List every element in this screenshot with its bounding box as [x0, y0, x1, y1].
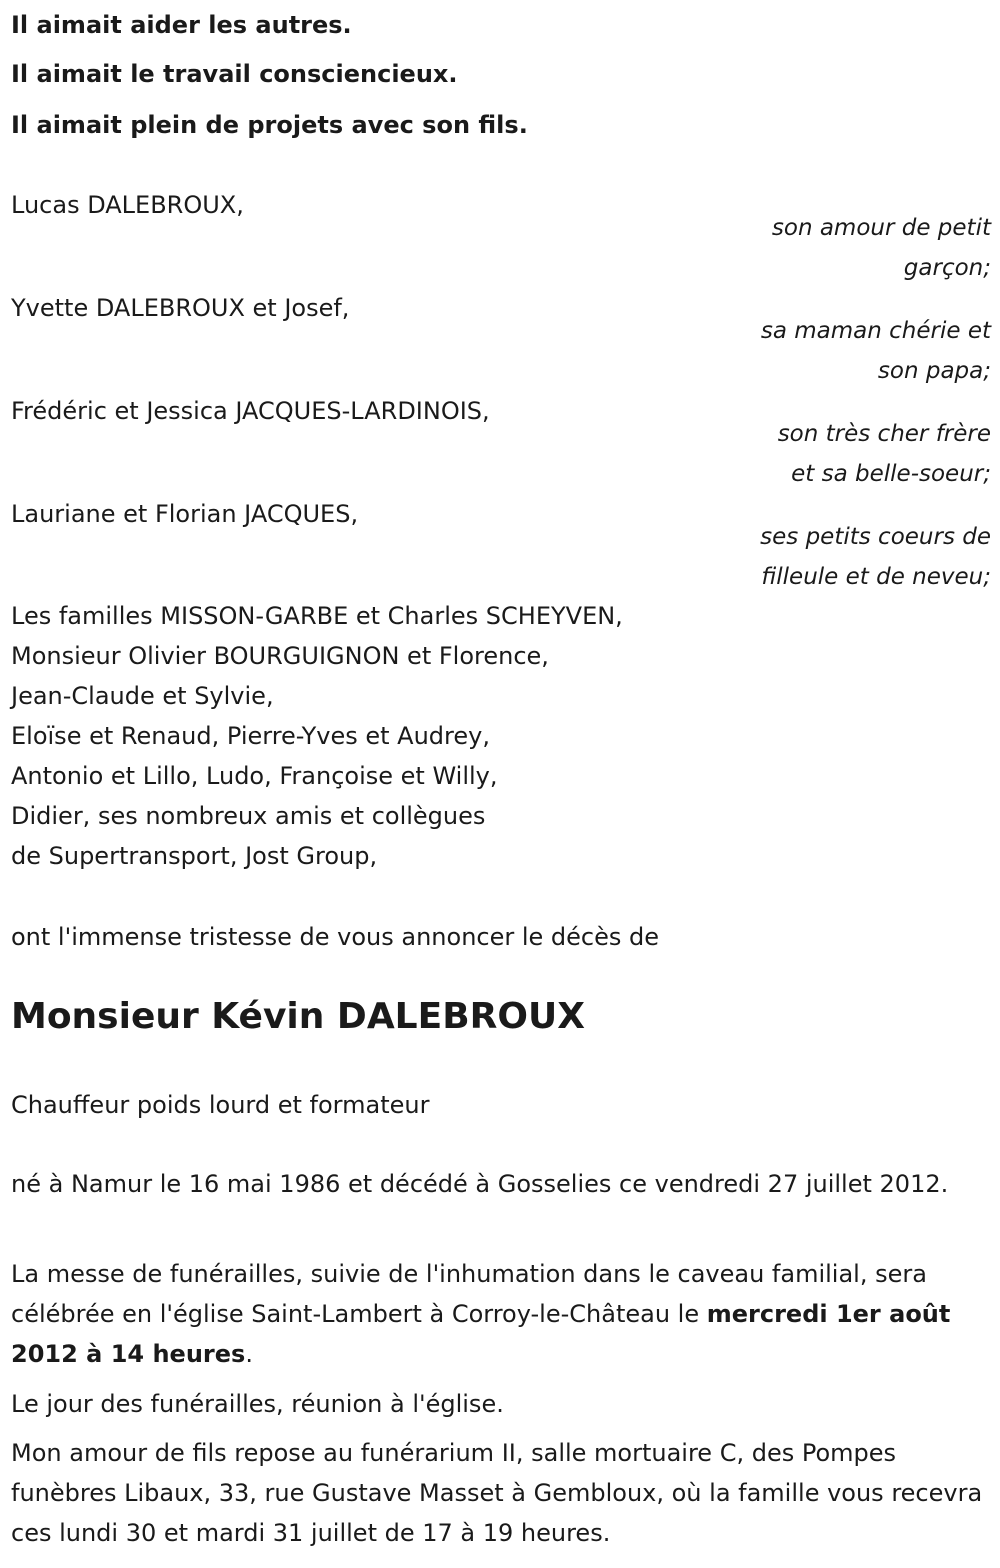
family-member-name: Frédéric et Jessica JACQUES-LARDINOIS, [11, 397, 490, 425]
intro-line-2: Il aimait le travail consciencieux. [11, 60, 458, 88]
others-line: Les familles MISSON-GARBE et Charles SCHEYVEN, [11, 602, 623, 630]
family-member-relation: ses petits coeurs de filleule et de neveu; [760, 524, 991, 590]
family-member-relation: son très cher frère et sa belle-soeur; [777, 421, 991, 487]
announcement: ont l'immense tristesse de vous annoncer le décès de [11, 923, 660, 951]
meeting-text: Le jour des funérailles, réunion à l'église. [11, 1390, 504, 1418]
others-line: Didier, ses nombreux amis et collègues [11, 802, 486, 830]
others-line: de Supertransport, Jost Group, [11, 842, 378, 870]
others-line: Antonio et Lillo, Ludo, Françoise et Willy, [11, 762, 498, 790]
family-member-relation: son amour de petit garçon; [771, 215, 991, 281]
funeral-date: mercredi 1er août 2012 à 14 heures [11, 1300, 951, 1368]
others-line: Jean-Claude et Sylvie, [11, 682, 274, 710]
family-member-name: Yvette DALEBROUX et Josef, [11, 294, 350, 322]
funeral-text: La messe de funérailles, suivie de l'inhumation dans le caveau familial, sera célébrée en l'église Saint-Lambert à Corroy-le-Château le mercredi 1er août 2012 à 14 heures. [11, 1260, 951, 1368]
birth-death-text: né à Namur le 16 mai 1986 et décédé à Gosselies ce vendredi 27 juillet 2012. [11, 1170, 949, 1198]
family-member-relation: sa maman chérie et son papa; [760, 318, 991, 384]
profession: Chauffeur poids lourd et formateur [11, 1091, 430, 1119]
deceased-name: Monsieur Kévin DALEBROUX [11, 996, 585, 1037]
others-line: Monsieur Olivier BOURGUIGNON et Florence, [11, 642, 549, 670]
others-line: Eloïse et Renaud, Pierre-Yves et Audrey, [11, 722, 490, 750]
intro-line-1: Il aimait aider les autres. [11, 11, 352, 39]
rest-text: Mon amour de fils repose au funérarium II, salle mortuaire C, des Pompes funèbres Libaux, 33, rue Gustave Masset à Gembloux, où la famille vous recevra ces lundi 30 et mardi 31 juillet de 17 à 19 heures. [11, 1439, 983, 1547]
intro-line-3: Il aimait plein de projets avec son fils. [11, 111, 528, 139]
family-member-name: Lauriane et Florian JACQUES, [11, 500, 359, 528]
family-member-name: Lucas DALEBROUX, [11, 191, 244, 219]
